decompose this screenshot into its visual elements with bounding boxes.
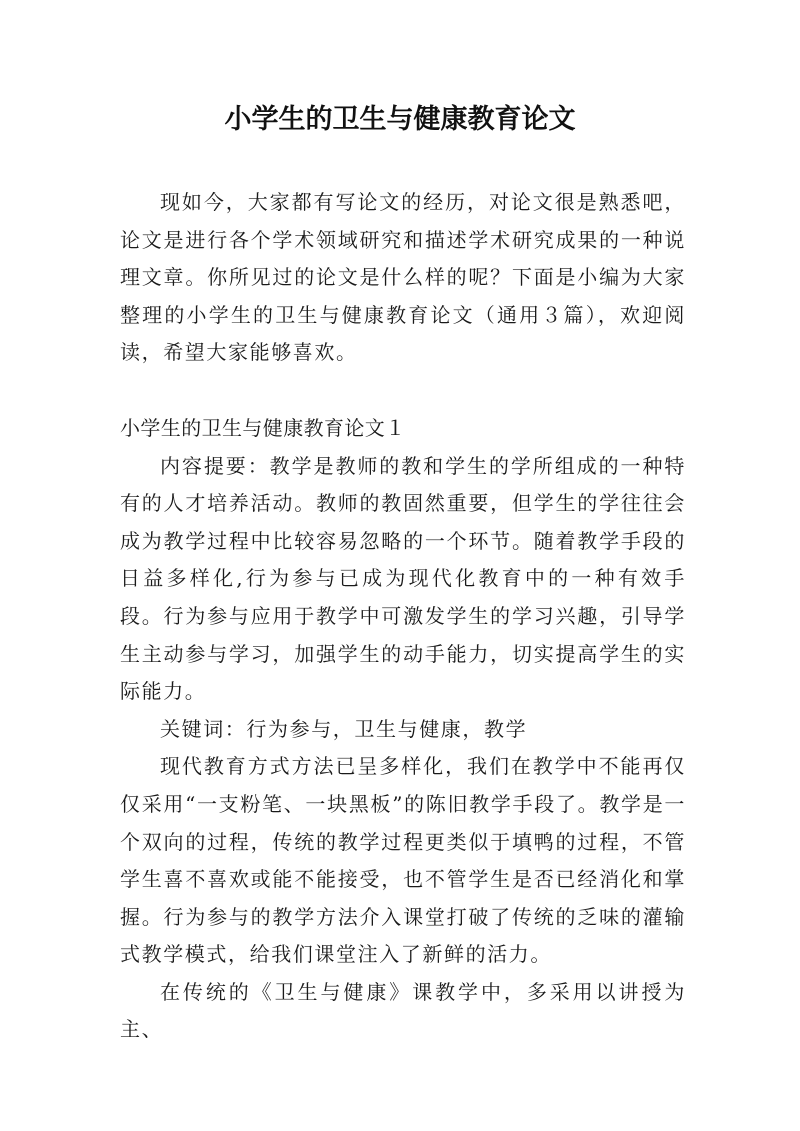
- document-title: 小学生的卫生与健康教育论文: [224, 104, 576, 135]
- intro-paragraph: 现如今，大家都有写论文的经历，对论文很是熟悉吧，论文是进行各个学术领域研究和描述学术研究成果的一种说理文章。你所见过的论文是什么样的呢？下面是小编为大家整理的小学生的卫生与健康教育论文（通用３篇），欢迎阅读，希望大家能够喜欢。: [120, 190, 686, 365]
- keywords-line: 关键词：行为参与，卫生与健康，教学: [160, 716, 528, 741]
- abstract-paragraph: 内容提要：教学是教师的教和学生的学所组成的一种特有的人才培养活动。教师的教固然重要，但学生的学往往会成为教学过程中比较容易忽略的一个环节。随着教学手段的日益多样化,行为参与已成为现代化教育中的一种有效手段。行为参与应用于教学中可激发学生的学习兴趣，引导学生主动参与学习，加强学生的动手能力，切实提高学生的实际能力。: [120, 453, 686, 704]
- section-heading: 小学生的卫生与健康教育论文１: [120, 415, 406, 440]
- body-paragraph: 在传统的《卫生与健康》课教学中，多采用以讲授为主、: [120, 979, 686, 1042]
- document-body: [120, 184, 686, 1049]
- paragraph-spacer: [120, 372, 686, 410]
- body-paragraph: 现代教育方式方法已呈多样化，我们在教学中不能再仅仅采用“一支粉笔、一块黑板”的陈旧教学手段了。教学是一个双向的过程，传统的教学过程更类似于填鸭的过程，不管学生喜不喜欢或能不能接受，也不管学生是否已经消化和掌握。行为参与的教学方法介入课堂打破了传统的乏味的灌输式教学模式，给我们课堂注入了新鲜的活力。: [120, 754, 686, 967]
